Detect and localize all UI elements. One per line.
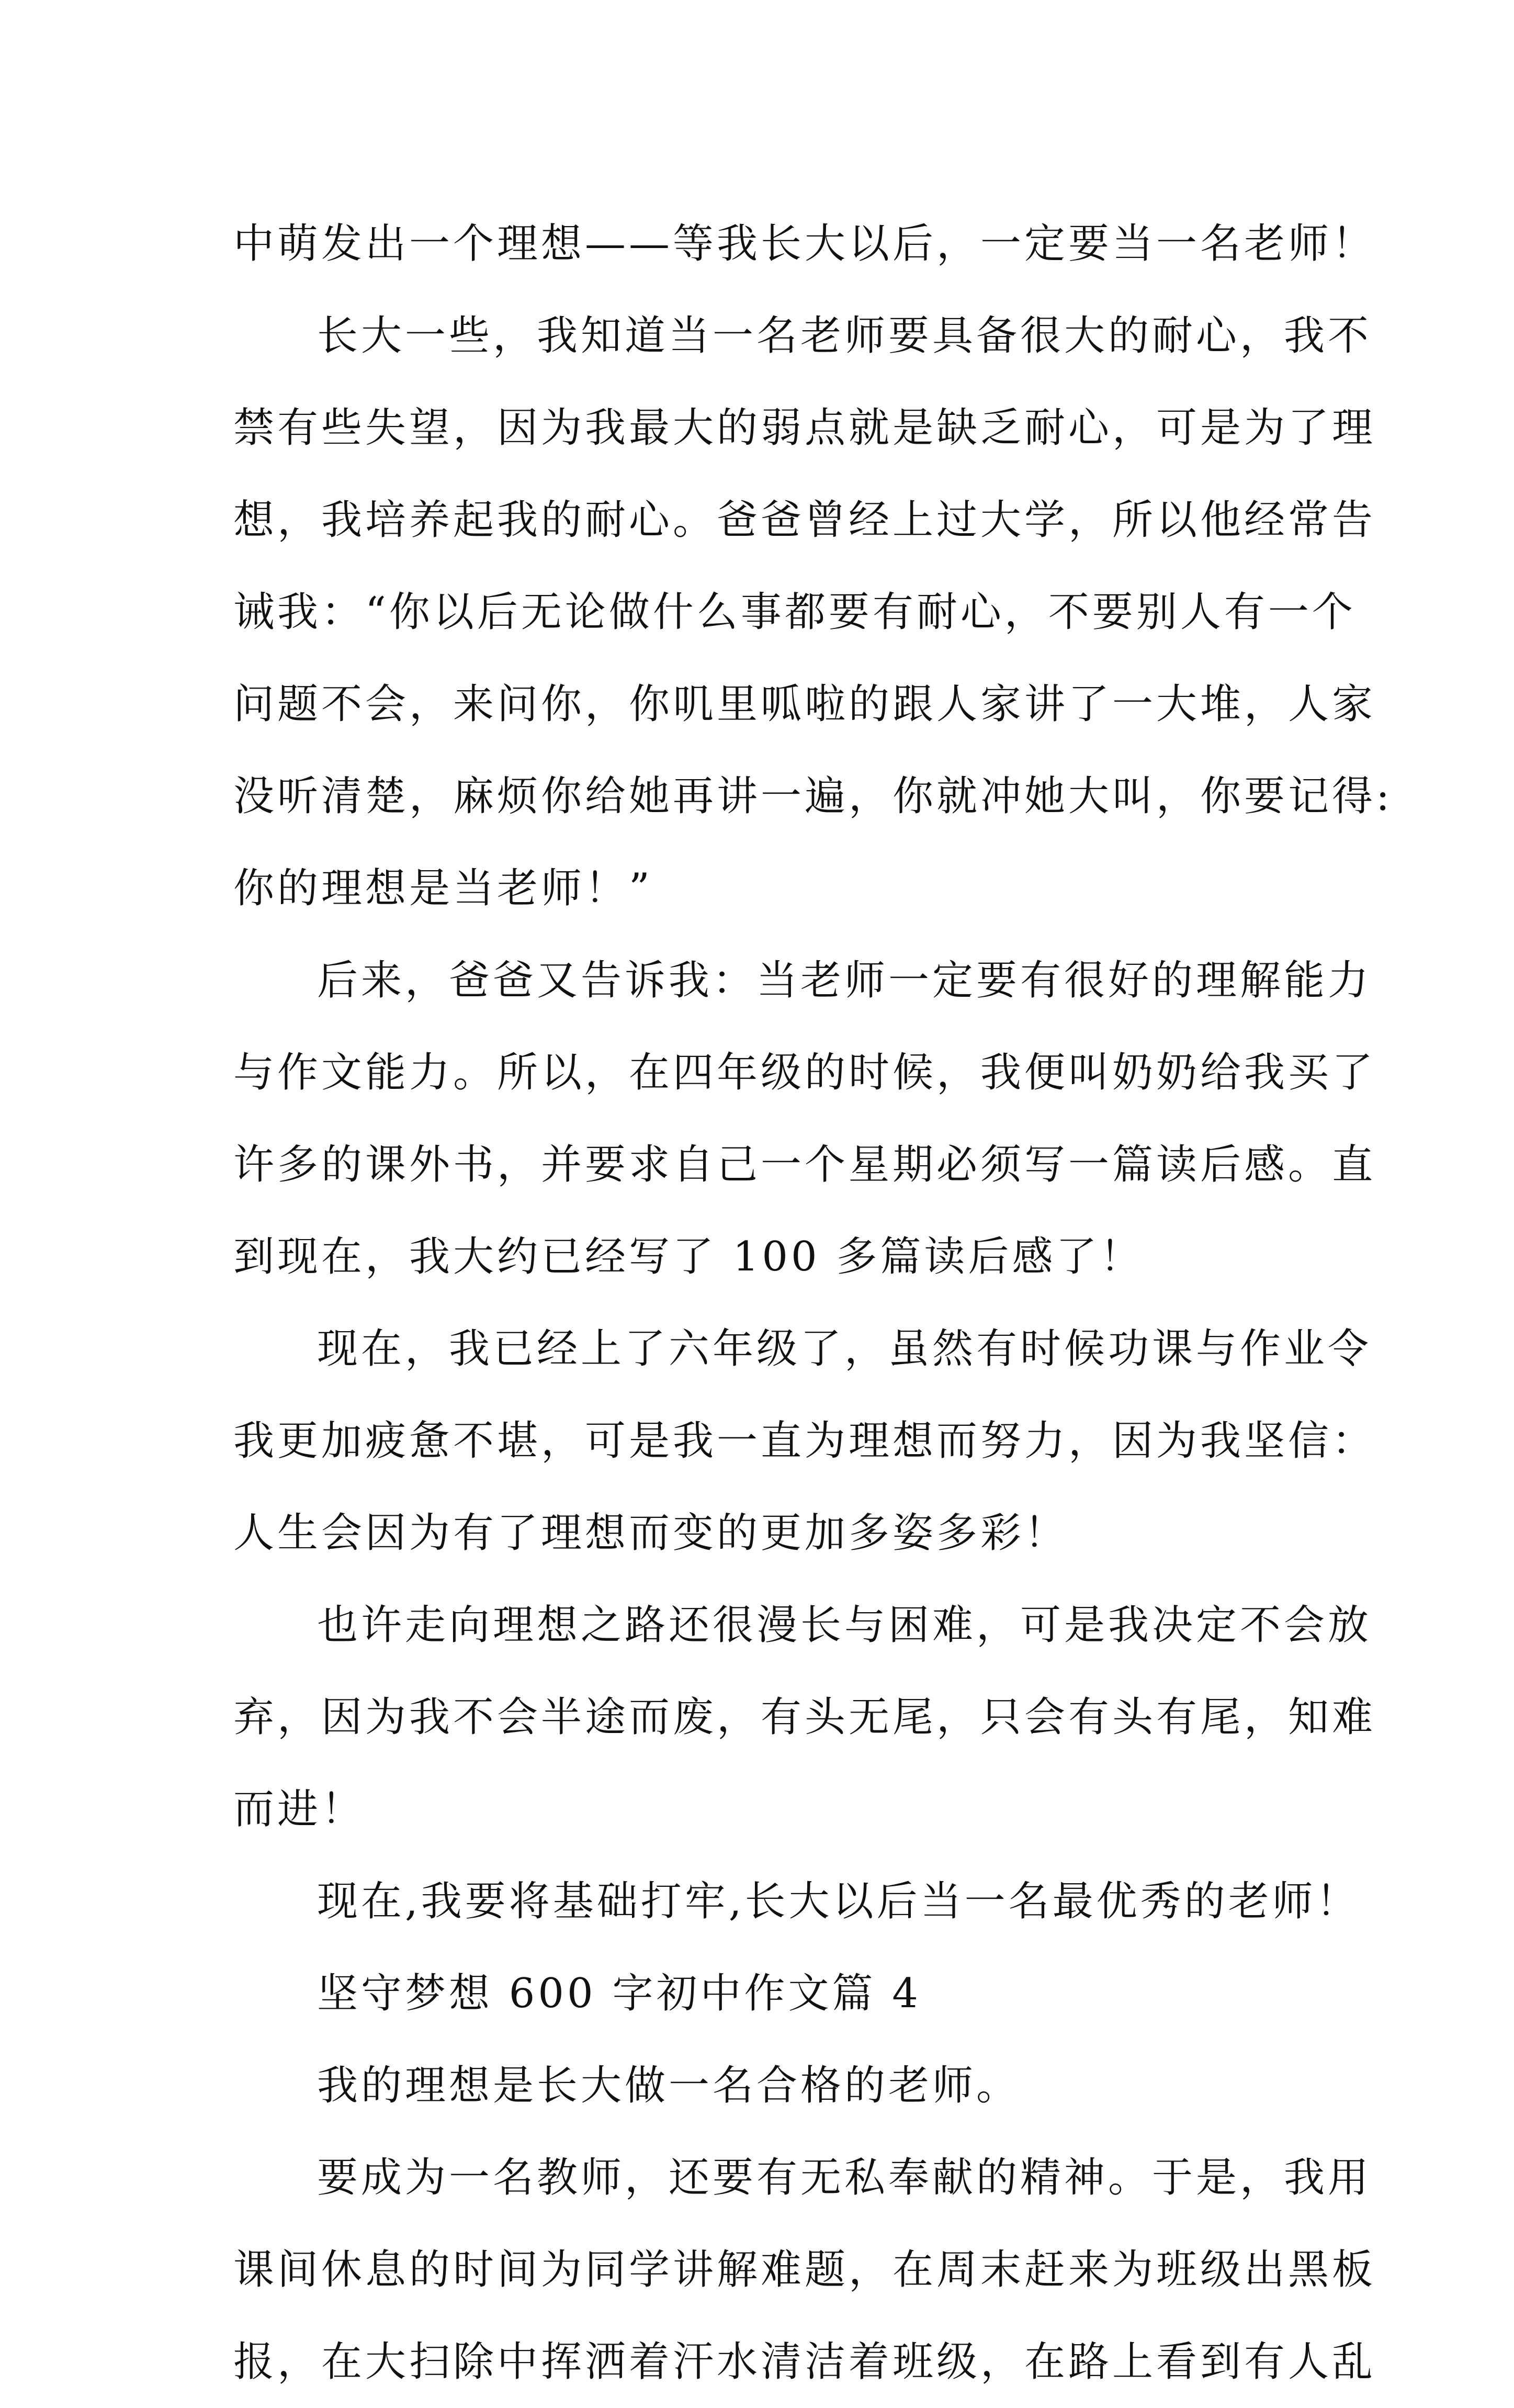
section-heading: 坚守梦想 600 字初中作文篇 4 (317, 1970, 921, 2017)
text-line: 问题不会，来问你，你叽里呱啦的跟人家讲了一大堆，人家 (233, 681, 1376, 728)
text-line: 现在,我要将基础打牢,长大以后当一名最优秀的老师！ (317, 1878, 1360, 1925)
text-line: 也许走向理想之路还很漫长与困难，可是我决定不会放 (317, 1602, 1372, 1649)
text-line: 弃，因为我不会半途而废，有头无尾，只会有头有尾，知难 (233, 1694, 1376, 1741)
text-line: 而进！ (233, 1786, 366, 1833)
text-line: 许多的课外书，并要求自己一个星期必须写一篇读后感。直 (233, 1141, 1376, 1188)
text-line: 课间休息的时间为同学讲解难题，在周末赶来为班级出黑板 (233, 2246, 1376, 2293)
text-line: 报，在大扫除中挥洒着汗水清洁着班级，在路上看到有人乱 (233, 2338, 1376, 2386)
text-line: 中萌发出一个理想——等我长大以后，一定要当一名老师！ (233, 220, 1376, 267)
text-line: 与作文能力。所以，在四年级的时候，我便叫奶奶给我买了 (233, 1049, 1376, 1096)
text-line: 你的理想是当老师！” (233, 865, 653, 912)
text-line: 想，我培养起我的耐心。爸爸曾经上过大学，所以他经常告 (233, 497, 1376, 544)
body-text (233, 198, 1393, 2408)
text-line: 现在，我已经上了六年级了，虽然有时候功课与作业令 (317, 1325, 1372, 1372)
text-line: 禁有些失望，因为我最大的弱点就是缺乏耐心，可是为了理 (233, 404, 1376, 452)
text-line: 人生会因为有了理想而变的更加多姿多彩！ (233, 1510, 1069, 1557)
text-line: 要成为一名教师，还要有无私奉献的精神。于是，我用 (317, 2154, 1372, 2201)
text-line: 后来，爸爸又告诉我：当老师一定要有很好的理解能力 (317, 957, 1372, 1004)
text-line: 长大一些，我知道当一名老师要具备很大的耐心，我不 (317, 312, 1372, 359)
text-line: 没听清楚，麻烦你给她再讲一遍，你就冲她大叫，你要记得: (233, 773, 1393, 820)
text-line: 到现在，我大约已经写了 100 多篇读后感了！ (233, 1233, 1144, 1280)
text-line: 诫我：“你以后无论做什么事都要有耐心，不要别人有一个 (233, 589, 1356, 636)
text-line: 我的理想是长大做一名合格的老师。 (317, 2062, 1021, 2109)
text-line: 我更加疲惫不堪，可是我一直为理想而努力，因为我坚信： (233, 1417, 1376, 1465)
